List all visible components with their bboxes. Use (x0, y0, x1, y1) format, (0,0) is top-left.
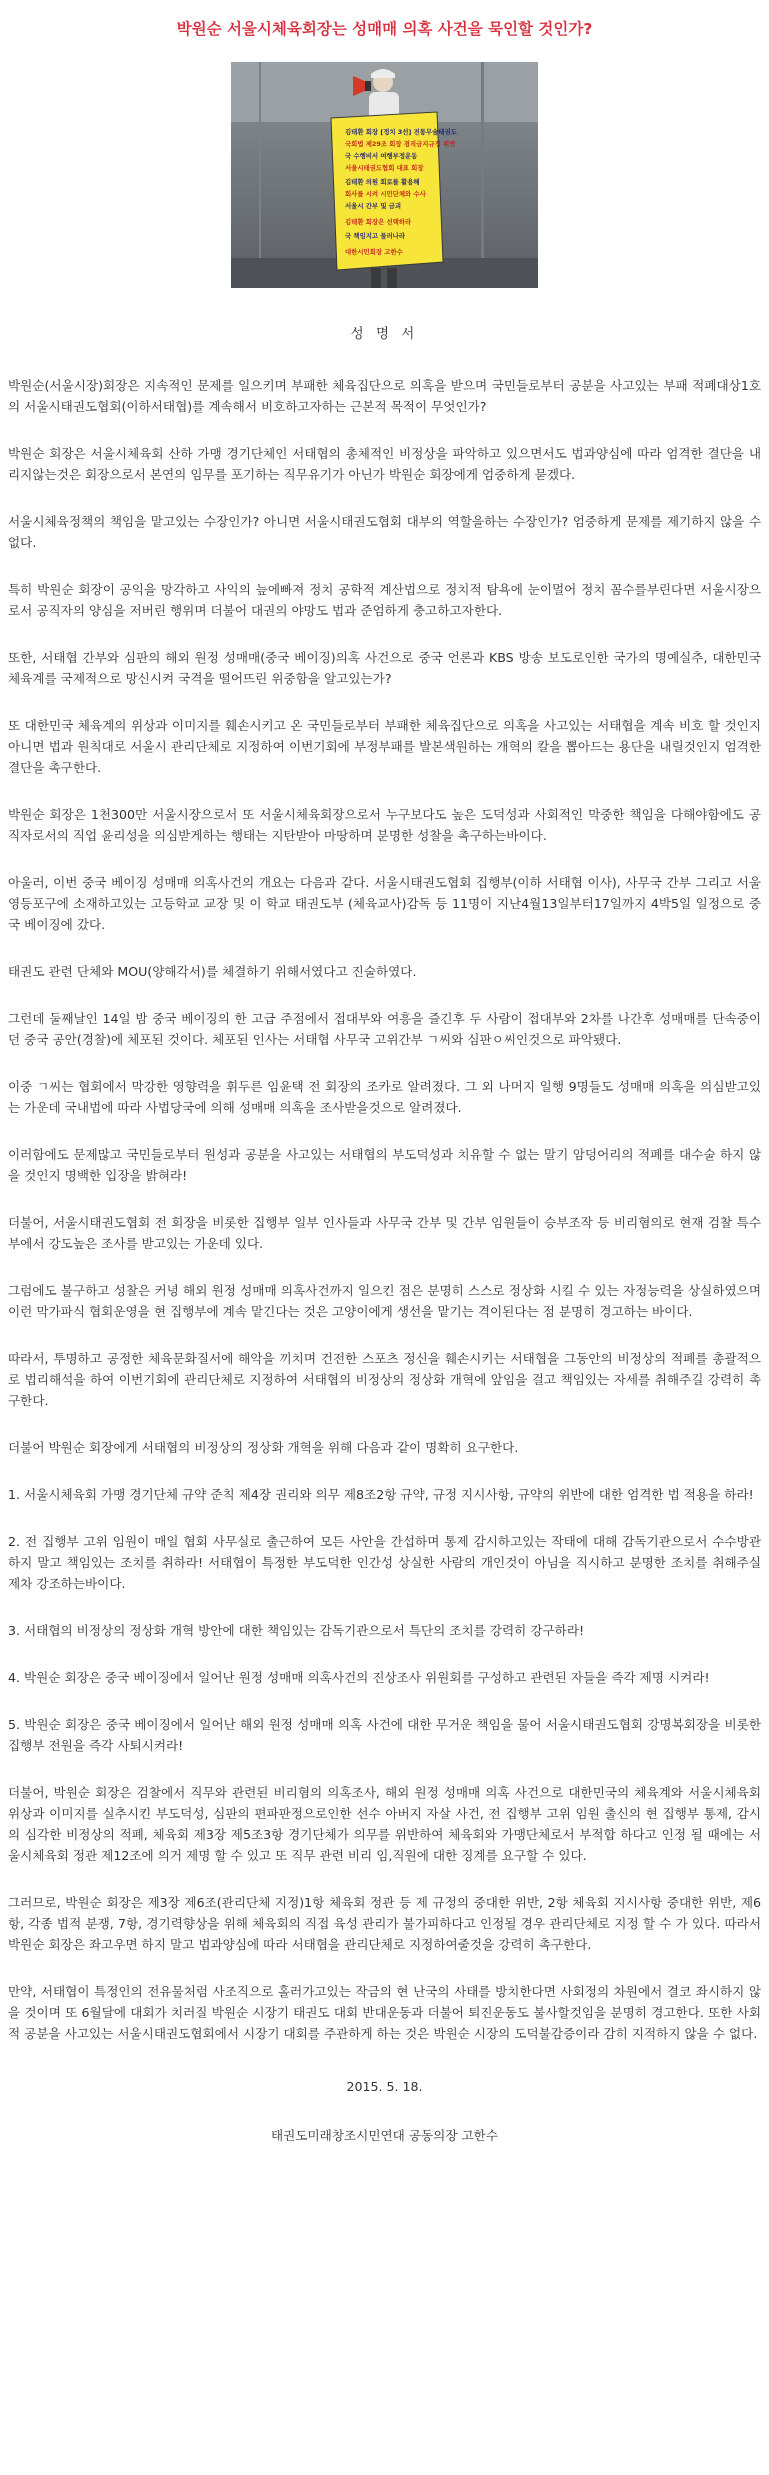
protest-photo (231, 62, 538, 288)
paragraph: 이러함에도 문제많고 국민들로부터 원성과 공분을 사고있는 서태협의 부도덕성과 치유할 수 없는 말기 암덩어리의 적폐를 대수술 하지 않을 것인지 명백한 입장을 밝혀라! (8, 1147, 761, 1183)
svg-text:국회법 제29조 회장 겸직금지규정 위반: 국회법 제29조 회장 겸직금지규정 위반 (345, 140, 456, 148)
paragraph: 따라서, 투명하고 공정한 체육문화질서에 해악을 끼치며 건전한 스포츠 정신을 훼손시키는 서태협을 그동안의 비정상의 적폐를 총괄적으로 법리해석을 하여 이번기회에 관리단체로 지정하여 서태협의 비정상의 정상화 개혁에 앞임을 걸고 책임있는 자세를 취해주길 강력히 촉구한다. (8, 1351, 761, 1408)
svg-text:회사를 시켜 시민단체와 수사: 회사를 시켜 시민단체와 수사 (345, 190, 426, 198)
paragraph: 또 대한민국 체육계의 위상과 이미지를 훼손시키고 온 국민들로부터 부패한 체육집단으로 의혹을 사고있는 서태협을 계속 비호 할 것인지 아니면 법과 원칙대로 서울시 관리단체로 지정하여 이번기회에 부정부패를 발본색원하는 개혁의 칼을 뽑아드는 용단을 내릴것인지 엄격한 결단을 촉구한다. (8, 718, 761, 775)
svg-text:김태환 회장 [정치 3선] 전통무술태권도: 김태환 회장 [정치 3선] 전통무술태권도 (345, 128, 457, 136)
paragraph: 만약, 서태협이 특정인의 전유물처럼 사조직으로 홀러가고있는 작금의 현 난국의 사태를 방치한다면 사회정의 차원에서 결코 좌시하지 않을 것이며 또 6월달에 대회가 치러질 박원순 시장기 태권도 대회 반대운동과 더불어 퇴진운동도 불사할것임을 분명히 경고한다. 또한 사회적 공분을 사고있는 서울시태권도협회에서 시장기 대회를 주관하게 하는 것은 박원순 시장의 도덕불감증이라 감히 지적하지 않을 수 없다. (8, 1984, 761, 2041)
paragraph: 이중 ㄱ씨는 협회에서 막강한 영향력을 휘두른 임윤택 전 회장의 조카로 알려졌다. 그 외 나머지 일행 9명들도 성매매 의혹을 의심받고있는 가운데 국내법에 따라 사법당국에 의해 성매매 의혹을 조사받을것으로 알려졌다. (8, 1079, 761, 1115)
paragraph: 더불어 박원순 회장에게 서태협의 비정상의 정상화 개혁을 위해 다음과 같이 명확히 요구한다. (8, 1440, 519, 1455)
svg-text:김태환 회장은 선택하라: 김태환 회장은 선택하라 (345, 218, 412, 226)
paragraph: 그런데 둘째날인 14일 밤 중국 베이징의 한 고급 주점에서 접대부와 여흥을 즐긴후 두 사람이 접대부와 2차를 나간후 성매매를 단속중이던 중국 공안(경찰)에 체포된 것이다. 체포된 인사는 서태협 사무국 고위간부 ㄱ씨와 심판ㅇ씨인것으로 파악됐다. (8, 1011, 761, 1047)
paragraph: 그러므로, 박원순 회장은 제3장 제6조(관리단체 지정)1항 체육회 정관 등 제 규정의 중대한 위반, 2항 체육회 지시사항 중대한 위반, 제6항, 각종 법적 분쟁, 7항, 경기력향상을 위해 체육회의 직접 육성 관리가 불가피하다고 인정될 경우 관리단체로 지정 할 수 가 있다. 따라서 박원순 회장은 좌고우면 하지 말고 법과양심에 따라 서태협을 관리단체로 지정하여줄것을 강력히 촉구한다. (8, 1895, 761, 1952)
svg-text:국 책임지고 물러나라: 국 책임지고 물러나라 (345, 232, 406, 240)
paragraph: 박원순(서울시장)회장은 지속적인 문제를 일으키며 부패한 체육집단으로 의혹을 받으며 국민들로부터 공분을 사고있는 부패 적폐대상1호의 서울시태권도협회(이하서태협)를 계속해서 비호하고자하는 근본적 목적이 무엇인가? (8, 378, 761, 414)
demand-item: 2. 전 집행부 고위 임원이 매일 협회 사무실로 출근하여 모든 사안을 간섭하며 통제 감시하고있는 작태에 대해 감독기관으로서 수수방관 하지 말고 책임있는 조치를 취하라! 서태협이 특정한 부도덕한 인간성 상실한 사람의 개인것이 아님을 직시하고 분명한 조치를 취해주실 제차 강조하는바이다. (8, 1534, 761, 1591)
svg-text:서울시태권도협회 대표 회장: 서울시태권도협회 대표 회장 (345, 164, 424, 172)
svg-text:대한시민회장 고한수: 대한시민회장 고한수 (345, 248, 403, 256)
svg-text:김태환 의원 회로를 활용해: 김태환 의원 회로를 활용해 (345, 178, 420, 186)
paragraph: 더불어, 서울시태권도협회 전 회장을 비롯한 집행부 일부 인사들과 사무국 간부 및 간부 임원들이 승부조작 등 비리혐의로 현재 검찰 특수부에서 강도높은 조사를 받고있는 가운데 있다. (8, 1215, 761, 1251)
paragraph: 박원순 회장은 1천300만 서울시장으로서 또 서울시체육회장으로서 누구보다도 높은 도덕성과 사회적인 막중한 책임을 다해야함에도 공직자로서의 직업 윤리성을 의심받게하는 행태는 지탄받아 마땅하며 분명한 성찰을 촉구하는바이다. (8, 807, 761, 843)
svg-text:국 수행비서 여행부정운동: 국 수행비서 여행부정운동 (345, 152, 418, 160)
demand-item: 5. 박원순 회장은 중국 베이징에서 일어난 해외 원정 성매매 의혹 사건에 대한 무거운 책임을 물어 서울시태권도협회 강명복회장을 비롯한 집행부 전원을 즉각 사퇴시켜라! (8, 1717, 761, 1753)
demand-item: 1. 서울시체육회 가맹 경기단체 규약 준칙 제4장 권리와 의무 제8조2항 규약, 규정 지시사항, 규약의 위반에 대한 엄격한 법 적용을 하라! (8, 1487, 754, 1502)
paragraph: 특히 박원순 회장이 공익을 망각하고 사익의 늪에빠져 정치 공학적 계산법으로 정치적 탐욕에 눈이멀어 정치 꼼수를부린다면 서울시장으로서 공직자의 양심을 저버린 행위며 더불어 대권의 야망도 법과 준엄하게 충고하고자한다. (8, 582, 761, 618)
paragraph: 태권도 관련 단체와 MOU(양해각서)를 체결하기 위해서였다고 진술하였다. (8, 964, 417, 979)
svg-text:서울시 간부 및 금괴: 서울시 간부 및 금괴 (345, 202, 402, 210)
demand-item: 4. 박원순 회장은 중국 베이징에서 일어난 원정 성매매 의혹사건의 진상조사 위원회를 구성하고 관련된 자들을 즉각 제명 시켜라! (8, 1670, 710, 1685)
demand-item: 3. 서태협의 비정상의 정상화 개혁 방안에 대한 책임있는 감독기관으로서 특단의 조치를 강력히 강구하라! (8, 1623, 585, 1638)
paragraph: 서울시체육정책의 책임을 맡고있는 수장인가? 아니면 서울시태권도협회 대부의 역할을하는 수장인가? 엄중하게 문제를 제기하지 않을 수 없다. (8, 514, 761, 550)
document-title: 박원순 서울시체육회장는 성매매 의혹 사건을 묵인할 것인가? (176, 20, 593, 38)
paragraph: 그럼에도 불구하고 성찰은 커녕 해외 원정 성매매 의혹사건까지 일으킨 점은 분명히 스스로 정상화 시킬 수 있는 자정능력을 상실하였으며 이런 막가파식 협회운영을 현 집행부에 계속 맡긴다는 것은 고양이에게 생선을 맡기는 격이된다는 점 분명히 경고하는 바이다. (8, 1283, 761, 1319)
paragraph: 아울러, 이번 중국 베이징 성매매 의혹사건의 개요는 다음과 같다. 서울시태권도협회 집행부(이하 서태협 이사), 사무국 간부 그리고 서울 영등포구에 소재하고있는 고등학교 교장 및 이 학교 태권도부 (체육교사)감독 등 11명이 지난4월13일부터17일까지 4박5일 일정으로 중국 베이징에 갔다. (8, 875, 761, 932)
paragraph: 더불어, 박원순 회장은 검찰에서 직무와 관련된 비리혐의 의혹조사, 해외 원정 성매매 의혹 사건으로 대한민국의 체육계와 서울시체육회 위상과 이미지를 실추시킨 부도덕성, 심판의 편파판정으로인한 선수 아버지 자살 사건, 전 집행부 고위 임원 출신의 현 집행부 통제, 감시의 심각한 비정상의 적폐, 체육회 제3장 제5조3항 경기단체가 의무를 위반하여 체육회와 가맹단체로서 부적합 하다고 인정 될 때에는 서울시체육회 정관 제12조에 의거 제명 할 수 있고 또 직무 관련 비리 임,직원에 대한 징계를 요구할 수 있다. (8, 1785, 761, 1863)
paragraph: 박원순 회장은 서울시체육회 산하 가맹 경기단체인 서태협의 총체적인 비정상을 파악하고 있으면서도 법과양심에 따라 엄격한 결단을 내리지않는것은 회장으로서 본연의 임무를 포기하는 직무유기가 아닌가 박원순 회장에게 엄중하게 묻겠다. (8, 446, 761, 482)
document-date: 2015. 5. 18. (346, 2079, 423, 2094)
document-body (8, 375, 761, 2044)
document-signer: 태권도미래창조시민연대 공동의장 고한수 (271, 2128, 498, 2143)
paragraph: 또한, 서태협 간부와 심판의 해외 원정 성매매(중국 베이징)의혹 사건으로 중국 언론과 KBS 방송 보도로인한 국가의 명예실추, 대한민국 체육계를 국제적으로 망신시켜 국격을 떨어뜨린 위중함을 알고있는가? (8, 650, 761, 686)
document-subtitle: 성 명 서 (350, 326, 419, 342)
